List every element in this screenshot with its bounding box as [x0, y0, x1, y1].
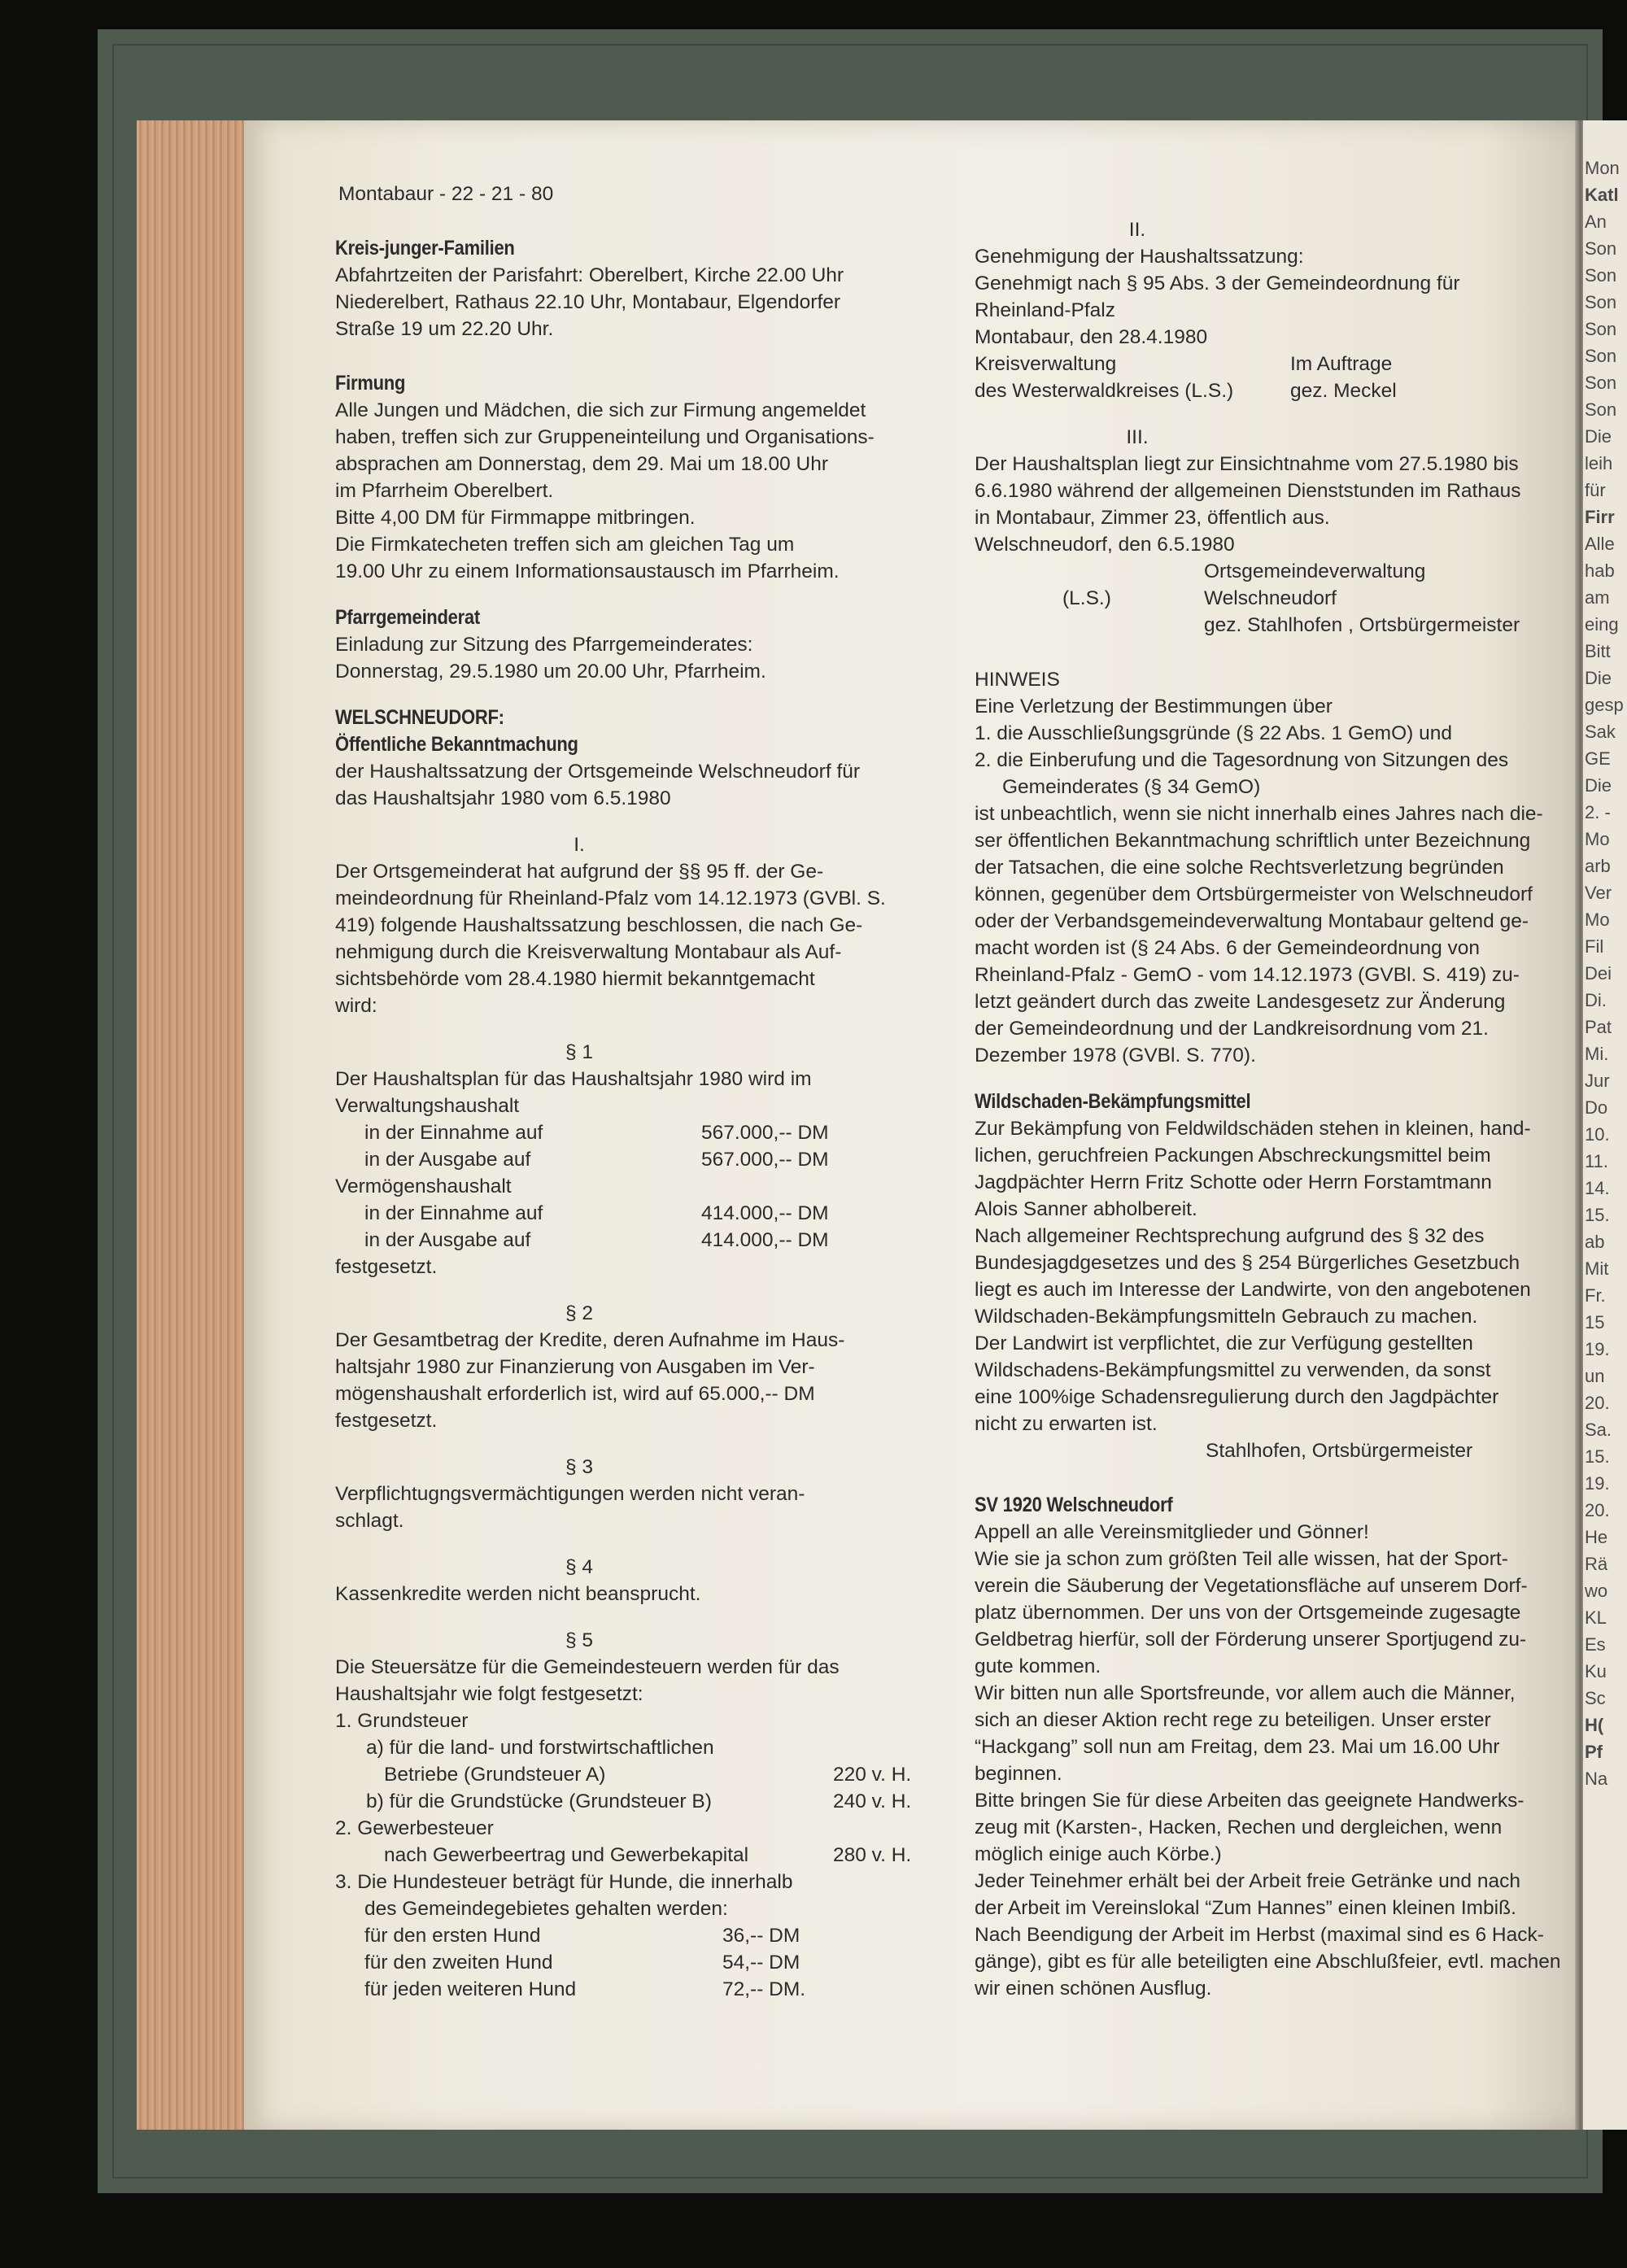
next-page-line: Sak [1585, 722, 1616, 742]
ls-row: (L.S.) Welschneudorf [1062, 587, 1337, 609]
next-page-line: Bitt [1585, 641, 1611, 661]
page-header: Montabaur - 22 - 21 - 80 [338, 183, 554, 205]
paragraph-3-heading: § 3 [565, 1456, 594, 1478]
kjf-title: Kreis-junger-Familien [335, 237, 515, 260]
paragraph-5-heading: § 5 [565, 1629, 594, 1651]
next-page-line: un [1585, 1366, 1605, 1386]
next-page-line: Katl [1585, 185, 1619, 205]
firmung-text: Alle Jungen und Mädchen, die sich zur Firmung angemeldet haben, treffen sich zur Gruppeneinteilung und Organisations- absprachen am Donnerstag, dem 29. Mai um 18.00 Uhr im Pfarrheim Oberelbert. Bitte 4,00 DM für Firmmappe mitbringen. Die Firmkatecheten treffen sich am gleichen Tag um 19.00 Uhr zu einem Informationsaustausch im Pfarrheim. [335, 399, 875, 582]
next-page-line: GE [1585, 748, 1611, 769]
hundesteuer-row: für jeden weiteren Hund 72,-- DM. [364, 1978, 806, 2000]
paragraph-1-heading: § 1 [565, 1041, 594, 1063]
next-page-line: 10. [1585, 1124, 1610, 1145]
signature-stahlhofen: gez. Stahlhofen , Ortsbürgermeister [1204, 614, 1520, 636]
next-page-line: 14. [1585, 1178, 1610, 1198]
paragraph-2-text: Der Gesamtbetrag der Kredite, deren Aufnahme im Haus- haltsjahr 1980 zur Finanzierung von Ausgaben im Ver- mögenshaushalt erforderlich ist, wird auf 65.000,-- DM festgesetzt. [335, 1329, 845, 1432]
next-page-line: gesp [1585, 695, 1624, 715]
festgesetzt-text: festgesetzt. [335, 1256, 438, 1278]
paragraph-2-heading: § 2 [565, 1302, 594, 1324]
next-page-line: am [1585, 587, 1610, 608]
next-page-line: Son [1585, 346, 1617, 366]
next-page-line: KL [1585, 1607, 1607, 1628]
section-1-text: Der Ortsgemeinderat hat aufgrund der §§ 95 ff. der Ge- meindeordnung für Rheinland-Pfalz vom 14.12.1973 (GVBl. S. 419) folgende Haushaltssatzung beschlossen, die nach Ge- nehmigung durch die Kreisverwaltung Montabaur als Auf- sichtsbehörde vom 28.4.1980 hiermit bekanntgemacht wird: [335, 861, 886, 1017]
next-page-line: für [1585, 480, 1606, 500]
next-page-line: Mon [1585, 158, 1620, 178]
next-page-line: Son [1585, 265, 1617, 286]
vmh-einnahme-row: in der Einnahme auf 414.000,-- DM [364, 1202, 829, 1224]
page-edges [137, 120, 259, 2130]
ortsgemeindeverwaltung: Ortsgemeindeverwaltung [1204, 560, 1426, 582]
next-page-line: arb [1585, 856, 1611, 876]
wildschaden-text: Zur Bekämpfung von Feldwildschäden stehen in kleinen, hand- lichen, geruchfreien Packungen Abschreckungsmittel beim Jagdpächter Herrn Fritz Schotte oder Herrn Forstamtmann Alois Sanner abholbereit. Nach allgemeiner Rechtsprechung aufgrund des § 32 des Bundesjagdgesetzes und des § 254 Bürgerliches Gesetzbuch liegt es auch im Interesse der Landwirte, von den angebotenen Wildschaden-Bekämpfungsmitteln Gebrauch zu machen. Der Landwirt ist verpflichtet, die zur Verfügung gestellten Wildschadens-Bekämpfungsmittel zu verwenden, da sonst eine 100%ige Schadensregulierung durch den Jagdpächter nicht zu erwarten ist. [975, 1118, 1531, 1435]
next-page-line: Dei [1585, 963, 1612, 984]
next-page-line: Di. [1585, 990, 1607, 1010]
next-page-line: Firr [1585, 507, 1615, 527]
section-3-text: Der Haushaltsplan liegt zur Einsichtnahme vom 27.5.1980 bis 6.6.1980 während der allgemeinen Dienststunden im Rathaus in Montabaur, Zimmer 23, öffentlich aus. Welschneudorf, den 6.5.1980 [975, 453, 1521, 556]
next-page-line: Son [1585, 373, 1617, 393]
bekanntmachung-title: Öffentliche Bekanntmachung [335, 733, 578, 756]
next-page-line: Mi. [1585, 1044, 1609, 1064]
next-page-line: 20. [1585, 1500, 1610, 1520]
hundesteuer-line1: 3. Die Hundesteuer beträgt für Hunde, die innerhalb [335, 1871, 793, 1893]
next-page-line: Na [1585, 1769, 1608, 1789]
next-page-line: 19. [1585, 1339, 1610, 1359]
pgr-title: Pfarrgemeinderat [335, 606, 480, 629]
vmh-label: Vermögenshaushalt [335, 1175, 512, 1197]
next-page-line: Mo [1585, 909, 1610, 930]
welschneudorf-title: WELSCHNEUDORF: [335, 706, 504, 729]
next-page-line: Son [1585, 319, 1617, 339]
wildschaden-title: Wildschaden-Bekämpfungsmittel [975, 1090, 1251, 1113]
paragraph-5-text: Die Steuersätze für die Gemeindesteuern werden für das Haushaltsjahr wie folgt festgesetzt: [335, 1656, 840, 1705]
next-page-line: Pat [1585, 1017, 1612, 1037]
next-page-line: Ver [1585, 883, 1612, 903]
next-page-line: Alle [1585, 534, 1615, 554]
grundsteuer-title: 1. Grundsteuer [335, 1710, 469, 1732]
next-page-line: Es [1585, 1634, 1606, 1655]
next-page-line: wo [1585, 1581, 1608, 1601]
vwh-einnahme-row: in der Einnahme auf 567.000,-- DM [364, 1122, 829, 1144]
grundsteuer-a-line1: a) für die land- und forstwirtschaftlichen [366, 1737, 714, 1759]
section-roman-2: II. [1128, 219, 1146, 241]
next-page-line: Fr. [1585, 1285, 1606, 1306]
paragraph-4-text: Kassenkredite werden nicht beansprucht. [335, 1583, 701, 1605]
next-page-line: He [1585, 1527, 1608, 1547]
next-page-line: 15. [1585, 1446, 1610, 1467]
next-page-line: hab [1585, 560, 1615, 581]
grundsteuer-b-row: b) für die Grundstücke (Grundsteuer B) 240 v. H. [366, 1790, 912, 1812]
next-page-line: 15. [1585, 1205, 1610, 1225]
hinweis-title: HINWEIS [975, 669, 1060, 691]
next-page-line: Jur [1585, 1071, 1610, 1091]
hundesteuer-row: für den ersten Hund 36,-- DM [364, 1925, 800, 1947]
next-page-line: ab [1585, 1232, 1605, 1252]
next-page-line: 20. [1585, 1393, 1610, 1413]
left-column [335, 181, 1019, 2003]
kjf-text: Abfahrtzeiten der Parisfahrt: Oberelbert, Kirche 22.00 Uhr Niederelbert, Rathaus 22.10 Uhr, Montabaur, Elgendorfer Straße 19 um 22.20 Uhr. [335, 264, 844, 340]
genehmigung-text: Genehmigung der Haushaltssatzung: Genehmigt nach § 95 Abs. 3 der Gemeindeordnung für Rheinland-Pfalz Montabaur, den 28.4.1980 [975, 246, 1460, 348]
paragraph-4-heading: § 4 [565, 1556, 594, 1578]
next-page-line: Do [1585, 1097, 1608, 1118]
grundsteuer-a-row: Betriebe (Grundsteuer A) 220 v. H. [384, 1764, 912, 1786]
next-page-line: 15 [1585, 1312, 1605, 1332]
vwh-label: Verwaltungshaushalt [335, 1095, 520, 1117]
gewerbesteuer-row: nach Gewerbeertrag und Gewerbekapital 280 v. H. [384, 1844, 912, 1866]
next-page-edge [1583, 120, 1627, 2130]
pgr-text: Einladung zur Sitzung des Pfarrgemeinderates: Donnerstag, 29.5.1980 um 20.00 Uhr, Pfarrheim. [335, 634, 766, 683]
vwh-ausgabe-row: in der Ausgabe auf 567.000,-- DM [364, 1149, 829, 1171]
next-page-line: H( [1585, 1715, 1604, 1735]
hundesteuer-row: für den zweiten Hund 54,-- DM [364, 1952, 800, 1974]
paragraph-1-intro: Der Haushaltsplan für das Haushaltsjahr 1980 wird im [335, 1068, 812, 1090]
right-column [975, 216, 1568, 2002]
next-page-line: An [1585, 212, 1607, 232]
book-page [244, 120, 1577, 2130]
next-page-line: Son [1585, 238, 1617, 259]
next-page-line: 19. [1585, 1473, 1610, 1494]
next-page-line: Son [1585, 292, 1617, 312]
vmh-ausgabe-row: in der Ausgabe auf 414.000,-- DM [364, 1229, 829, 1251]
next-page-line: 2. - [1585, 802, 1611, 822]
sv-title: SV 1920 Welschneudorf [975, 1494, 1173, 1516]
sv-text: Appell an alle Vereinsmitglieder und Gönner! Wie sie ja schon zum größten Teil alle wissen, hat der Sport- verein die Säuberung der Vegetationsfläche auf unserem Dorf- platz übernommen. Der uns von der Ortsgemeinde zugesagte Geldbetrag hierfür, soll der Förderung unserer Sportjugend zu- gute kommen. Wir bitten nun alle Sportsfreunde, vor allem auch die Männer, sich an dieser Aktion recht rege zu beteiligen. Unser erster “Hackgang” soll nun am Freitag, dem 23. Mai um 16.00 Uhr beginnen. Bitte bringen Sie für diese Arbeiten das geeignete Handwerks- zeug mit (Karsten-, Hacken, Rechen und dergleichen, wenn möglich einige auch Körbe.) Jeder Teinehmer erhält bei der Arbeit freie Getränke und nach der Arbeit im Vereinslokal “Zum Hannes” einen kleinen Imbiß. Nach Beendigung der Arbeit im Herbst (maximal sind es 6 Hack- gänge), gibt es für alle beteiligten eine Abschlußfeier, evtl. machen wir einen schönen Ausflug. [975, 1521, 1561, 2000]
next-page-line: Sc [1585, 1688, 1606, 1708]
next-page-line: Fil [1585, 936, 1604, 957]
next-page-line: 11. [1585, 1151, 1608, 1171]
next-page-line: leih [1585, 453, 1613, 473]
firmung-title: Firmung [335, 372, 406, 395]
next-page-line: Son [1585, 399, 1617, 420]
next-page-line: Die [1585, 775, 1612, 796]
gewerbesteuer-title: 2. Gewerbesteuer [335, 1817, 494, 1839]
next-page-line: eing [1585, 614, 1619, 635]
hundesteuer-line2: des Gemeindegebietes gehalten werden: [364, 1898, 728, 1920]
next-page-line: Pf [1585, 1742, 1603, 1762]
kreisverwaltung-row: Kreisverwaltung Im Auftrage [975, 353, 1393, 375]
bekanntmachung-intro: der Haushaltssatzung der Ortsgemeinde Welschneudorf für das Haushaltsjahr 1980 vom 6.5.1980 [335, 761, 861, 809]
next-page-line: Mit [1585, 1258, 1609, 1279]
kreisverwaltung-row: des Westerwaldkreises (L.S.) gez. Meckel [975, 380, 1397, 402]
wildschaden-signature: Stahlhofen, Ortsbürgermeister [1206, 1440, 1473, 1462]
next-page-line: Sa. [1585, 1420, 1612, 1440]
next-page-line: Die [1585, 426, 1612, 447]
next-page-line: Mo [1585, 829, 1610, 849]
next-page-line: Die [1585, 668, 1612, 688]
section-roman-1: I. [574, 834, 585, 856]
hinweis-text: Eine Verletzung der Bestimmungen über 1. die Ausschließungsgründe (§ 22 Abs. 1 GemO) und 2. die Einberufung und die Tagesordnung von Sitzungen des Gemeinderates (§ 34 GemO) ist unbeachtlich, wenn sie nicht innerhalb eines Jahres nach die- ser öffentlichen Bekanntmachung schriftlich unter Bezeichnung der Tatsachen, die eine solche Rechtsverletzung begründen können, gegenüber dem Ortsbürgermeister von Welschneudorf oder der Verbandsgemeindeverwaltung Montabaur geltend ge- macht worden ist (§ 24 Abs. 6 der Gemeindeordnung von Rheinland-Pfalz - GemO - vom 14.12.1973 (GVBl. S. 419) zu- letzt geändert durch das zweite Landesgesetz zur Änderung der Gemeindeordnung und der Landkreisordnung vom 21. Dezember 1978 (GVBl. S. 770). [975, 696, 1543, 1066]
section-roman-3: III. [1126, 426, 1149, 448]
paragraph-3-text: Verpflichtugngsvermächtigungen werden nicht veran- schlagt. [335, 1483, 805, 1532]
next-page-line: Ku [1585, 1661, 1607, 1681]
next-page-line: Rä [1585, 1554, 1608, 1574]
